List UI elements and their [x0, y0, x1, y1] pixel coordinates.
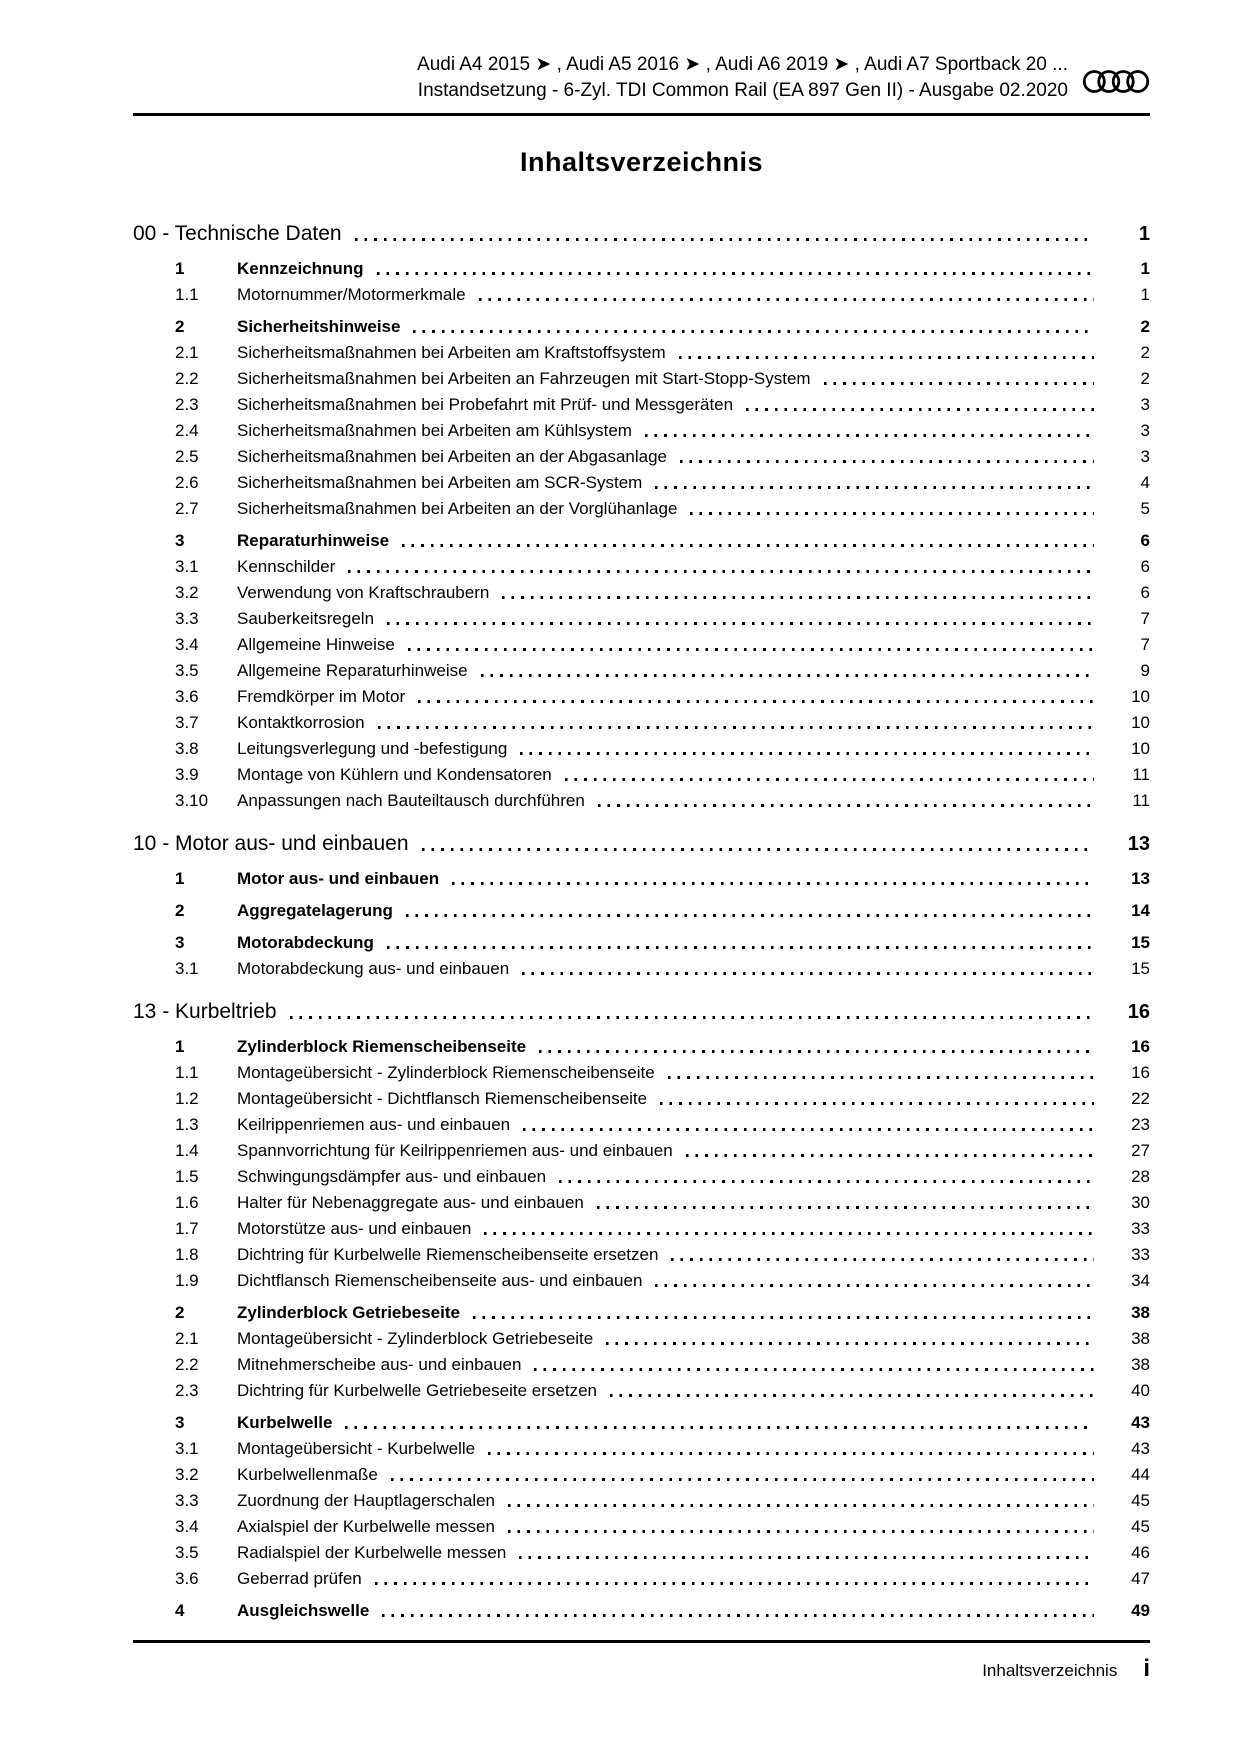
toc-entry — [133, 1086, 1150, 1112]
toc-entry-page: 33 — [1131, 1219, 1150, 1238]
toc-entry-number: 3 — [175, 933, 185, 952]
toc-entry — [133, 444, 1150, 470]
toc-entry-page: 45 — [1131, 1517, 1150, 1536]
toc-entry-page: 6 — [1140, 531, 1150, 550]
dot-leader — [680, 460, 1094, 463]
toc-entry — [133, 632, 1150, 658]
toc-entry-number: 1.7 — [175, 1219, 199, 1238]
toc-entry-page: 10 — [1131, 713, 1150, 732]
toc-entry-title: Kurbelwellenmaße — [237, 1465, 378, 1484]
toc-entry-number: 1.9 — [175, 1271, 199, 1290]
toc-entry-number: 2.2 — [175, 1355, 199, 1374]
toc-entry — [133, 1352, 1150, 1378]
toc-entry-number: 3.9 — [175, 765, 199, 784]
toc-entry-title: Geberrad prüfen — [237, 1569, 362, 1588]
toc-entry-number: 3.3 — [175, 609, 199, 628]
toc-entry-number: 2.5 — [175, 447, 199, 466]
toc-entry-page: 34 — [1131, 1271, 1150, 1290]
dot-leader — [508, 1530, 1094, 1533]
dot-leader — [406, 914, 1094, 917]
toc-entry-title: Sicherheitsmaßnahmen bei Probefahrt mit Prüf- und Messgeräten — [237, 395, 734, 414]
toc-entry-title: Sicherheitsmaßnahmen bei Arbeiten an der Vorglühanlage — [237, 499, 678, 518]
toc-entry-title: Montageübersicht - Zylinderblock Getriebeseite — [237, 1329, 594, 1348]
toc-entry — [133, 1034, 1150, 1060]
toc-entry-title: Ausgleichswelle — [237, 1601, 370, 1620]
dot-leader — [522, 972, 1094, 975]
toc-entry-number: 3.3 — [175, 1491, 199, 1510]
toc-entry — [133, 898, 1150, 924]
toc-entry-page: 15 — [1131, 933, 1150, 952]
toc — [133, 218, 1150, 1624]
toc-entry-title: Dichtring für Kurbelwelle Getriebeseite ersetzen — [237, 1381, 598, 1400]
toc-entry-number: 2 — [175, 317, 185, 336]
dot-leader — [565, 778, 1094, 781]
toc-entry-title: Sicherheitsmaßnahmen bei Arbeiten am Kraftstoffsystem — [237, 343, 666, 362]
toc-entry-number: 3.7 — [175, 713, 199, 732]
toc-entry-page: 38 — [1131, 1329, 1150, 1348]
toc-chapter — [133, 996, 1150, 1624]
toc-entry — [133, 1598, 1150, 1624]
toc-entry-page: 3 — [1140, 395, 1150, 414]
toc-entry-number: 3.6 — [175, 687, 199, 706]
toc-entry — [133, 606, 1150, 632]
toc-entry-number: 3.1 — [175, 557, 199, 576]
toc-entry-page: 16 — [1131, 1063, 1150, 1082]
header-text-block — [133, 52, 1150, 104]
dot-leader — [481, 674, 1094, 677]
toc-entry-page: 2 — [1140, 369, 1150, 388]
toc-entry-number: 3.2 — [175, 583, 199, 602]
toc-entry-page: 9 — [1140, 661, 1150, 680]
toc-entry — [133, 956, 1150, 982]
toc-chapter-label: 00 - Technische Daten — [133, 222, 342, 245]
dot-leader — [488, 1452, 1094, 1455]
toc-entry-title: Kontaktkorrosion — [237, 713, 365, 732]
toc-entry-title: Kennschilder — [237, 557, 336, 576]
toc-entry-title: Allgemeine Hinweise — [237, 635, 395, 654]
dot-leader — [391, 1478, 1094, 1481]
dot-leader — [519, 1556, 1094, 1559]
toc-entry-title: Montage von Kühlern und Kondensatoren — [237, 765, 552, 784]
toc-chapter-page: 16 — [1127, 1001, 1150, 1023]
toc-entry-page: 44 — [1131, 1465, 1150, 1484]
toc-entry-page: 3 — [1140, 447, 1150, 466]
toc-entry-number: 1.3 — [175, 1115, 199, 1134]
toc-entry-page: 27 — [1131, 1141, 1150, 1160]
toc-entry-title: Sicherheitshinweise — [237, 317, 401, 336]
toc-entry-number: 4 — [175, 1601, 185, 1620]
toc-chapter-page: 13 — [1127, 833, 1150, 855]
toc-entry-title: Montageübersicht - Kurbelwelle — [237, 1439, 476, 1458]
dot-leader — [355, 238, 1094, 241]
page-footer — [133, 1655, 1150, 1683]
toc-entry — [133, 282, 1150, 308]
toc-entry — [133, 392, 1150, 418]
toc-entry-title: Motorabdeckung aus- und einbauen — [237, 959, 510, 978]
dot-leader — [382, 1614, 1094, 1617]
dot-leader — [690, 512, 1094, 515]
dot-leader — [610, 1394, 1094, 1397]
dot-leader — [452, 882, 1094, 885]
toc-entry-number: 1.2 — [175, 1089, 199, 1108]
toc-entry — [133, 1514, 1150, 1540]
toc-entry — [133, 418, 1150, 444]
toc-entry — [133, 554, 1150, 580]
dot-leader — [671, 1258, 1094, 1261]
toc-entry-title: Schwingungsdämpfer aus- und einbauen — [237, 1167, 547, 1186]
toc-chapter-label: 10 - Motor aus- und einbauen — [133, 832, 409, 855]
toc-entry-page: 6 — [1140, 557, 1150, 576]
toc-entry-title: Axialspiel der Kurbelwelle messen — [237, 1517, 495, 1536]
dot-leader — [508, 1504, 1094, 1507]
toc-entry-title: Montageübersicht - Dichtflansch Riemenscheibenseite — [237, 1089, 648, 1108]
toc-entry-page: 22 — [1131, 1089, 1150, 1108]
toc-entry-number: 2.1 — [175, 343, 199, 362]
dot-leader — [746, 408, 1094, 411]
toc-entry-page: 14 — [1131, 901, 1150, 920]
toc-entry-title: Mitnehmerscheibe aus- und einbauen — [237, 1355, 522, 1374]
toc-entry — [133, 1164, 1150, 1190]
toc-entry-number: 3.1 — [175, 959, 199, 978]
header-rule — [133, 113, 1150, 116]
toc-entry-page: 2 — [1140, 317, 1150, 336]
toc-entry-number: 2 — [175, 901, 185, 920]
dot-leader — [559, 1180, 1094, 1183]
toc-entry-number: 2.7 — [175, 499, 199, 518]
toc-entry-number: 2.3 — [175, 1381, 199, 1400]
toc-entry-number: 2.2 — [175, 369, 199, 388]
toc-entry-page: 38 — [1131, 1355, 1150, 1374]
toc-entry-title: Verwendung von Kraftschraubern — [237, 583, 490, 602]
toc-entry-page: 40 — [1131, 1381, 1150, 1400]
dot-leader — [824, 382, 1094, 385]
toc-entry — [133, 340, 1150, 366]
toc-entry-title: Montageübersicht - Zylinderblock Riemenscheibenseite — [237, 1063, 655, 1082]
toc-entry-page: 13 — [1131, 869, 1150, 888]
toc-entry-number: 1.4 — [175, 1141, 199, 1160]
toc-entry — [133, 1060, 1150, 1086]
toc-chapter — [133, 218, 1150, 814]
dot-leader — [387, 946, 1094, 949]
footer-page-number: i — [1143, 1655, 1150, 1682]
toc-entry — [133, 684, 1150, 710]
toc-entry-title: Zylinderblock Getriebeseite — [237, 1303, 460, 1322]
dot-leader — [655, 1284, 1094, 1287]
toc-entry-number: 3.5 — [175, 661, 199, 680]
toc-entry-number: 1.8 — [175, 1245, 199, 1264]
toc-entry-page: 47 — [1131, 1569, 1150, 1588]
toc-entry — [133, 580, 1150, 606]
toc-chapter-label: 13 - Kurbeltrieb — [133, 1000, 277, 1023]
dot-leader — [418, 700, 1094, 703]
toc-entry — [133, 1566, 1150, 1592]
toc-entry-number: 1 — [175, 259, 185, 278]
toc-entry — [133, 1378, 1150, 1404]
dot-leader — [408, 648, 1094, 651]
toc-entry — [133, 1112, 1150, 1138]
toc-entry-title: Dichtring für Kurbelwelle Riemenscheibenseite ersetzen — [237, 1245, 659, 1264]
dot-leader — [668, 1076, 1094, 1079]
toc-entry — [133, 256, 1150, 282]
toc-entry-number: 3 — [175, 531, 185, 550]
dot-leader — [290, 1016, 1094, 1019]
toc-entry — [133, 710, 1150, 736]
toc-entry-page: 45 — [1131, 1491, 1150, 1510]
dot-leader — [520, 752, 1094, 755]
toc-entry-number: 2.6 — [175, 473, 199, 492]
toc-entry-title: Sicherheitsmaßnahmen bei Arbeiten am Kühlsystem — [237, 421, 632, 440]
page-title: Inhaltsverzeichnis — [519, 147, 764, 177]
toc-entry-page: 16 — [1131, 1037, 1150, 1056]
toc-entry-number: 2.3 — [175, 395, 199, 414]
toc-entry-title: Sicherheitsmaßnahmen bei Arbeiten an Fahrzeugen mit Start-Stopp-System — [237, 369, 811, 388]
toc-entry-page: 10 — [1131, 687, 1150, 706]
toc-entry-page: 1 — [1140, 285, 1150, 304]
dot-leader — [523, 1128, 1094, 1131]
toc-entry-number: 2.1 — [175, 1329, 199, 1348]
dot-leader — [348, 570, 1094, 573]
toc-entry-title: Sicherheitsmaßnahmen bei Arbeiten an der Abgasanlage — [237, 447, 668, 466]
dot-leader — [377, 272, 1094, 275]
toc-entry-title: Fremdkörper im Motor — [237, 687, 406, 706]
dot-leader — [606, 1342, 1094, 1345]
toc-entry-title: Motor aus- und einbauen — [237, 869, 440, 888]
dot-leader — [479, 298, 1094, 301]
toc-entry-title: Zylinderblock Riemenscheibenseite — [237, 1037, 527, 1056]
dot-leader — [378, 726, 1094, 729]
dot-leader — [597, 1206, 1094, 1209]
dot-leader — [402, 544, 1094, 547]
toc-entry-title: Radialspiel der Kurbelwelle messen — [237, 1543, 507, 1562]
toc-chapter-row — [133, 828, 1150, 860]
toc-entry — [133, 1268, 1150, 1294]
toc-chapter-page: 1 — [1138, 223, 1150, 245]
toc-entry-page: 23 — [1131, 1115, 1150, 1134]
toc-entry-number: 1 — [175, 869, 185, 888]
toc-entry-page: 3 — [1140, 421, 1150, 440]
dot-leader — [375, 1582, 1094, 1585]
dot-leader — [660, 1102, 1094, 1105]
toc-entry-page: 33 — [1131, 1245, 1150, 1264]
toc-entry-page: 10 — [1131, 739, 1150, 758]
toc-entry — [133, 762, 1150, 788]
toc-entry-page: 38 — [1131, 1303, 1150, 1322]
toc-entry-number: 1.1 — [175, 1063, 199, 1082]
toc-entry — [133, 1242, 1150, 1268]
toc-entry-page: 7 — [1140, 609, 1150, 628]
toc-entry-title: Allgemeine Reparaturhinweise — [237, 661, 468, 680]
toc-entry-title: Dichtflansch Riemenscheibenseite aus- und einbauen — [237, 1271, 643, 1290]
dot-leader — [655, 486, 1094, 489]
toc-entry-title: Sicherheitsmaßnahmen bei Arbeiten am SCR-System — [237, 473, 643, 492]
toc-entry-number: 3.1 — [175, 1439, 199, 1458]
dot-leader — [345, 1426, 1094, 1429]
toc-entry-title: Halter für Nebenaggregate aus- und einbauen — [237, 1193, 584, 1212]
toc-entry-number: 1.6 — [175, 1193, 199, 1212]
toc-entry-title: Spannvorrichtung für Keilrippenriemen aus- und einbauen — [237, 1141, 673, 1160]
toc-entry — [133, 1462, 1150, 1488]
toc-entry-title: Motorstütze aus- und einbauen — [237, 1219, 472, 1238]
toc-entry — [133, 1138, 1150, 1164]
toc-entry-page: 15 — [1131, 959, 1150, 978]
dot-leader — [645, 434, 1094, 437]
toc-entry-page: 6 — [1140, 583, 1150, 602]
toc-entry — [133, 1540, 1150, 1566]
toc-entry-title: Reparaturhinweise — [237, 531, 390, 550]
toc-entry-number: 3 — [175, 1413, 185, 1432]
toc-entry — [133, 1190, 1150, 1216]
dot-leader — [413, 330, 1094, 333]
toc-entry — [133, 1326, 1150, 1352]
dot-leader — [502, 596, 1094, 599]
toc-entry-number: 3.4 — [175, 1517, 199, 1536]
toc-entry-number: 1.5 — [175, 1167, 199, 1186]
dot-leader — [534, 1368, 1094, 1371]
toc-entry — [133, 1216, 1150, 1242]
toc-entry-number: 3.10 — [175, 791, 209, 810]
dot-leader — [473, 1316, 1094, 1319]
toc-entry — [133, 366, 1150, 392]
toc-entry-page: 11 — [1132, 791, 1150, 810]
toc-entry-title: Keilrippenriemen aus- und einbauen — [237, 1115, 511, 1134]
header-subtitle-line: Instandsetzung - 6-Zyl. TDI Common Rail (EA 897 Gen II) - Ausgabe 02.2020 — [417, 80, 1068, 101]
toc-entry-page: 49 — [1131, 1601, 1150, 1620]
toc-entry — [133, 866, 1150, 892]
toc-entry-title: Kennzeichnung — [237, 259, 364, 278]
toc-entry-page: 28 — [1131, 1167, 1150, 1186]
toc-entry-number: 3.8 — [175, 739, 199, 758]
toc-entry-number: 2.4 — [175, 421, 199, 440]
toc-entry — [133, 736, 1150, 762]
audi-rings-icon — [1082, 68, 1150, 95]
toc-entry-number: 2 — [175, 1303, 185, 1322]
toc-entry — [133, 1300, 1150, 1326]
toc-chapter-row — [133, 996, 1150, 1028]
footer-rule — [133, 1640, 1150, 1643]
toc-entry — [133, 470, 1150, 496]
toc-entry-page: 2 — [1140, 343, 1150, 362]
dot-leader — [422, 848, 1094, 851]
toc-entry — [133, 1488, 1150, 1514]
toc-entry-number: 3.4 — [175, 635, 199, 654]
toc-entry-page: 11 — [1132, 765, 1150, 784]
toc-entry-title: Sauberkeitsregeln — [237, 609, 375, 628]
toc-entry-title: Motornummer/Motormerkmale — [237, 285, 466, 304]
toc-entry-number: 3.5 — [175, 1543, 199, 1562]
toc-entry-page: 30 — [1131, 1193, 1150, 1212]
toc-entry — [133, 314, 1150, 340]
dot-leader — [686, 1154, 1094, 1157]
toc-chapter-row — [133, 218, 1150, 250]
dot-leader — [679, 356, 1094, 359]
toc-entry-page: 46 — [1131, 1543, 1150, 1562]
toc-entry-number: 1.1 — [175, 285, 199, 304]
toc-entry-title: Motorabdeckung — [237, 933, 374, 952]
toc-entry-page: 1 — [1140, 259, 1150, 278]
toc-entry-number: 3.2 — [175, 1465, 199, 1484]
toc-entry — [133, 1410, 1150, 1436]
toc-entry-page: 7 — [1140, 635, 1150, 654]
toc-chapter — [133, 828, 1150, 982]
header-model-line: Audi A4 2015 ➤ , Audi A5 2016 ➤ , Audi A6 2019 ➤ , Audi A7 Sportback 20 ... — [417, 54, 1068, 75]
toc-entry — [133, 788, 1150, 814]
toc-entry-page: 43 — [1131, 1439, 1150, 1458]
toc-entry-number: 1 — [175, 1037, 185, 1056]
toc-entry-title: Anpassungen nach Bauteiltausch durchführen — [237, 791, 585, 810]
toc-entry-title: Aggregatelagerung — [237, 901, 393, 920]
toc-entry — [133, 528, 1150, 554]
dot-leader — [387, 622, 1094, 625]
footer-label: Inhaltsverzeichnis — [982, 1661, 1118, 1680]
toc-entry — [133, 930, 1150, 956]
toc-entry-title: Zuordnung der Hauptlagerschalen — [237, 1491, 496, 1510]
dot-leader — [598, 804, 1094, 807]
dot-leader — [484, 1232, 1094, 1235]
toc-entry-number: 3.6 — [175, 1569, 199, 1588]
toc-entry-title: Leitungsverlegung und -befestigung — [237, 739, 508, 758]
toc-entry-page: 5 — [1140, 499, 1150, 518]
toc-entry-page: 43 — [1131, 1413, 1150, 1432]
toc-entry — [133, 658, 1150, 684]
toc-entry — [133, 1436, 1150, 1462]
toc-entry — [133, 496, 1150, 522]
toc-entry-title: Kurbelwelle — [237, 1413, 333, 1432]
page-header — [133, 52, 1150, 104]
toc-entry-page: 4 — [1140, 473, 1150, 492]
dot-leader — [539, 1050, 1094, 1053]
